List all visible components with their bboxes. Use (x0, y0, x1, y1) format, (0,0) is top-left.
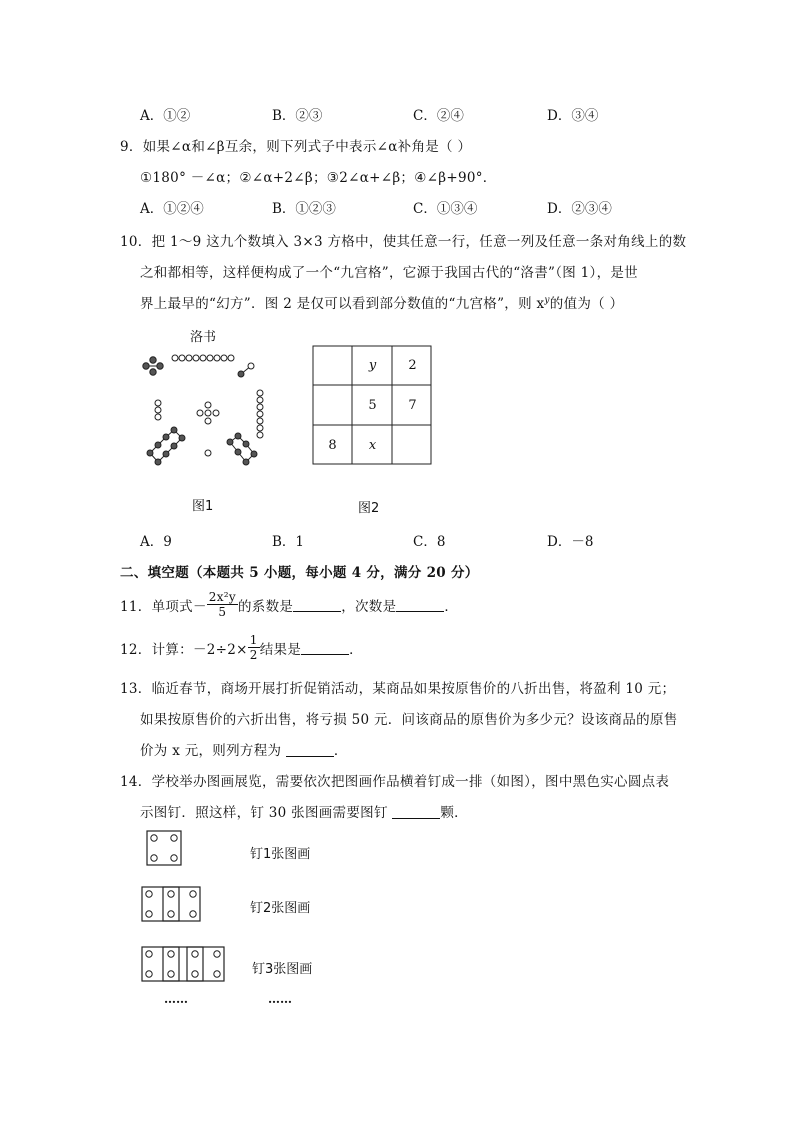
q14-line2 (140, 801, 468, 821)
q11-frac-den: 5 (218, 605, 227, 619)
q14-ellipsis-right: …… (268, 992, 292, 1006)
grid-cell: x (368, 438, 377, 453)
q9-items: ①180° －∠α；②∠α+2∠β；③2∠α+∠β；④∠β+90°． (140, 170, 497, 186)
q11-end: ． (444, 598, 459, 615)
q14-blank[interactable] (392, 804, 440, 819)
fig1-title: 洛书 (190, 330, 217, 345)
q14-line1: 14．学校举办图画展览，需要依次把图画作品横着钉成一排（如图），图中黑色实心圆点表 (120, 774, 670, 790)
grid-cell (393, 426, 432, 465)
q12-mid: 结果是 (259, 641, 302, 658)
grid-cell: 5 (368, 398, 377, 413)
q10-line3-end: 的值为（ ） (549, 296, 624, 312)
q11-blank-coefficient[interactable] (293, 597, 341, 612)
q10-line1: 10．把 1～9 这九个数填入 3×3 方格中，使其任意一行，任意一列及任意一条对角线上的数 (120, 234, 687, 250)
q14-label-3: 钉3张图画 (252, 962, 313, 977)
q13-line1: 13．临近春节，商场开展打折促销活动，某商品如果按原售价的八折出售，将盈利 10 元； (120, 681, 676, 697)
q13-line3-pre: 价为 x 元，则列方程为 (140, 743, 286, 759)
q8-option-c: C．②④ (413, 108, 464, 124)
q13-blank[interactable] (286, 742, 334, 757)
picture-1-frame (146, 830, 182, 866)
q14-line2-pre: 示图钉．照这样，钉 30 张图画需要图钉 (140, 805, 393, 821)
q8-option-b: B．②③ (272, 108, 323, 124)
q14-label-2: 钉2张图画 (250, 901, 311, 916)
picture-2-frame (141, 886, 201, 922)
q13-line3-end: ． (333, 743, 348, 759)
magic-square (313, 346, 431, 464)
q11-blank-degree[interactable] (396, 597, 444, 612)
q13-line2: 如果按原售价的六折出售，将亏损 50 元．问该商品的原售价为多少元？设该商品的原售 (140, 712, 678, 728)
q10-line3 (140, 292, 623, 312)
q12 (120, 633, 363, 662)
q10-line3-text: 界上最早的“幻方”．图 2 是仅可以看到部分数值的“九宫格”，则 x (140, 296, 545, 312)
q14-label-1: 钉1张图画 (250, 847, 311, 862)
q10-option-c: C．8 (413, 534, 446, 550)
q11-mid: 的系数是 (237, 598, 294, 615)
q14-line2-end: 颗． (440, 805, 468, 821)
q8-option-a: A．①② (140, 108, 191, 124)
grid-cell: 2 (408, 358, 417, 373)
q10-option-d: D．－8 (547, 534, 594, 550)
q10-line2: 之和都相等，这样便构成了一个“九宫格”，它源于我国古代的“洛書”（图 1），是世 (140, 265, 638, 281)
fig1-caption: 图1 (192, 499, 214, 514)
picture-3-frame (141, 946, 225, 982)
q9-option-c: C．①③④ (413, 201, 478, 217)
q9-stem: 9．如果∠α和∠β互余，则下列式子中表示∠α补角是（ ） (120, 139, 472, 155)
q10-line3-sup: y (544, 295, 550, 306)
grid-cell (313, 346, 352, 385)
luoshu-figure (138, 348, 268, 473)
q11-frac-num: 2x²y (208, 590, 236, 604)
q11-fraction (207, 590, 238, 619)
q12-end: ． (349, 641, 363, 658)
q12-frac-num: 1 (249, 633, 258, 647)
q8-option-d: D．③④ (547, 108, 599, 124)
grid-cell (313, 386, 352, 425)
q14-ellipsis-left: …… (164, 992, 188, 1006)
q11-mid2: ，次数是 (341, 598, 397, 615)
q9-option-a: A．①②④ (140, 201, 204, 217)
q10-option-b: B．1 (272, 534, 305, 550)
q12-blank[interactable] (301, 640, 349, 655)
q9-option-d: D．②③④ (547, 201, 612, 217)
q11 (120, 590, 458, 619)
q9-option-b: B．①②③ (272, 201, 336, 217)
grid-cell: 7 (408, 398, 417, 413)
q13-line3 (140, 739, 348, 759)
q12-prefix: 12．计算：－2÷2× (120, 641, 248, 658)
q12-fraction (248, 633, 260, 662)
q11-prefix: 11．单项式－ (120, 598, 207, 615)
grid-cell: 8 (328, 438, 337, 453)
fig2-caption: 图2 (358, 501, 380, 516)
section-title: 二、填空题（本题共 5 小题，每小题 4 分，满分 20 分） (120, 565, 479, 581)
q12-frac-den: 2 (249, 648, 258, 662)
grid-cell: y (368, 358, 377, 373)
q10-option-a: A．9 (140, 534, 172, 550)
